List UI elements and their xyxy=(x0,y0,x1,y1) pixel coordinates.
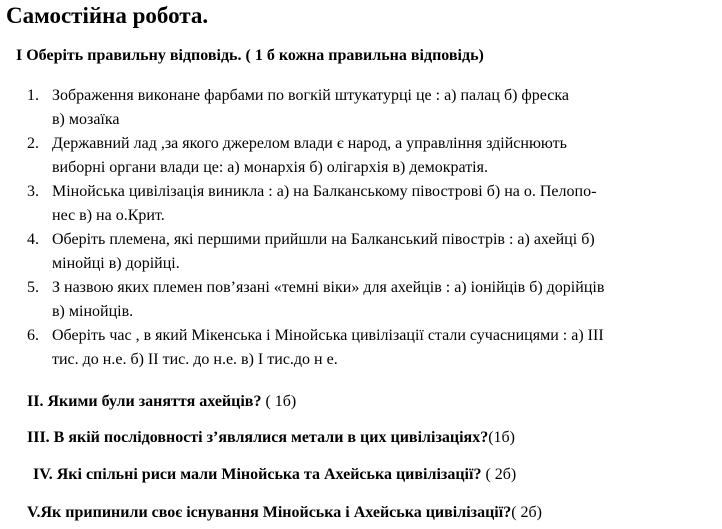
task-five-points: ( 2б) xyxy=(511,504,542,521)
question-text-line: в) мозаїка xyxy=(52,111,120,128)
question-number: 4. xyxy=(27,231,39,248)
question-text-line: З назвою яких племен пов’язані «темні віки» для ахейців : а) іонійців б) дорійців xyxy=(52,279,605,296)
question-number: 3. xyxy=(27,183,39,200)
task-five-question: V.Як припинили своє існування Мінойська і Ахейська цивілізації? xyxy=(27,504,512,521)
question-number: 2. xyxy=(27,135,39,152)
question-text-line: в) мінойців. xyxy=(52,303,134,320)
task-three-question: ІІІ. В якій послідовності з’являлися метали в цих цивілізаціях? xyxy=(27,429,489,446)
question-text-line: нес в) на о.Крит. xyxy=(52,207,165,224)
question-item xyxy=(0,276,692,324)
question-text-line: Оберіть час , в який Мікенська і Мінойська цивілізації стали сучасницями : а) ІІІ xyxy=(52,327,604,344)
task-three-points: (1б) xyxy=(488,429,515,446)
task-five xyxy=(27,502,542,524)
question-text-line: Державний лад ,за якого джерелом влади є народ, а управління здійснюють xyxy=(52,135,567,152)
question-text-line: мінойці в) дорійці. xyxy=(52,255,180,272)
task-four-points: ( 2б) xyxy=(481,466,517,483)
question-text-line: виборні органи влади це: а) монархія б) олігархія в) демократія. xyxy=(52,159,488,176)
question-text-line: Оберіть племена, які першими прийшли на Балканський півострів : а) ахейці б) xyxy=(52,231,595,248)
task-three xyxy=(27,427,515,449)
question-number: 6. xyxy=(27,327,39,344)
task-two-question: ІІ. Якими були заняття ахейців? xyxy=(27,393,262,410)
document-title: Самостійна робота. xyxy=(6,3,209,28)
task-two-points: ( 1б) xyxy=(261,393,297,410)
question-number: 1. xyxy=(27,87,39,104)
question-number: 5. xyxy=(27,279,39,296)
task-four-question: IV. Які спільні риси мали Мінойська та Ахейська цивілізації? xyxy=(33,466,482,483)
question-item xyxy=(0,84,692,132)
task-two xyxy=(27,391,296,413)
section-one-heading: І Оберіть правильну відповідь. ( 1 б кожна правильна відповідь) xyxy=(16,47,484,64)
question-item xyxy=(0,324,692,372)
question-text-line: Зображення виконане фарбами по вогкій штукатурці це : а) палац б) фреска xyxy=(52,87,570,104)
question-item xyxy=(0,180,692,228)
question-list xyxy=(0,84,722,372)
question-item xyxy=(0,132,692,180)
question-text-line: Мінойська цивілізація виникла : а) на Балканському півострові б) на о. Пелопо- xyxy=(52,183,597,200)
task-four xyxy=(33,464,516,486)
question-text-line: тис. до н.е. б) ІІ тис. до н.е. в) І тис.до н е. xyxy=(52,351,338,368)
question-item xyxy=(0,228,692,276)
